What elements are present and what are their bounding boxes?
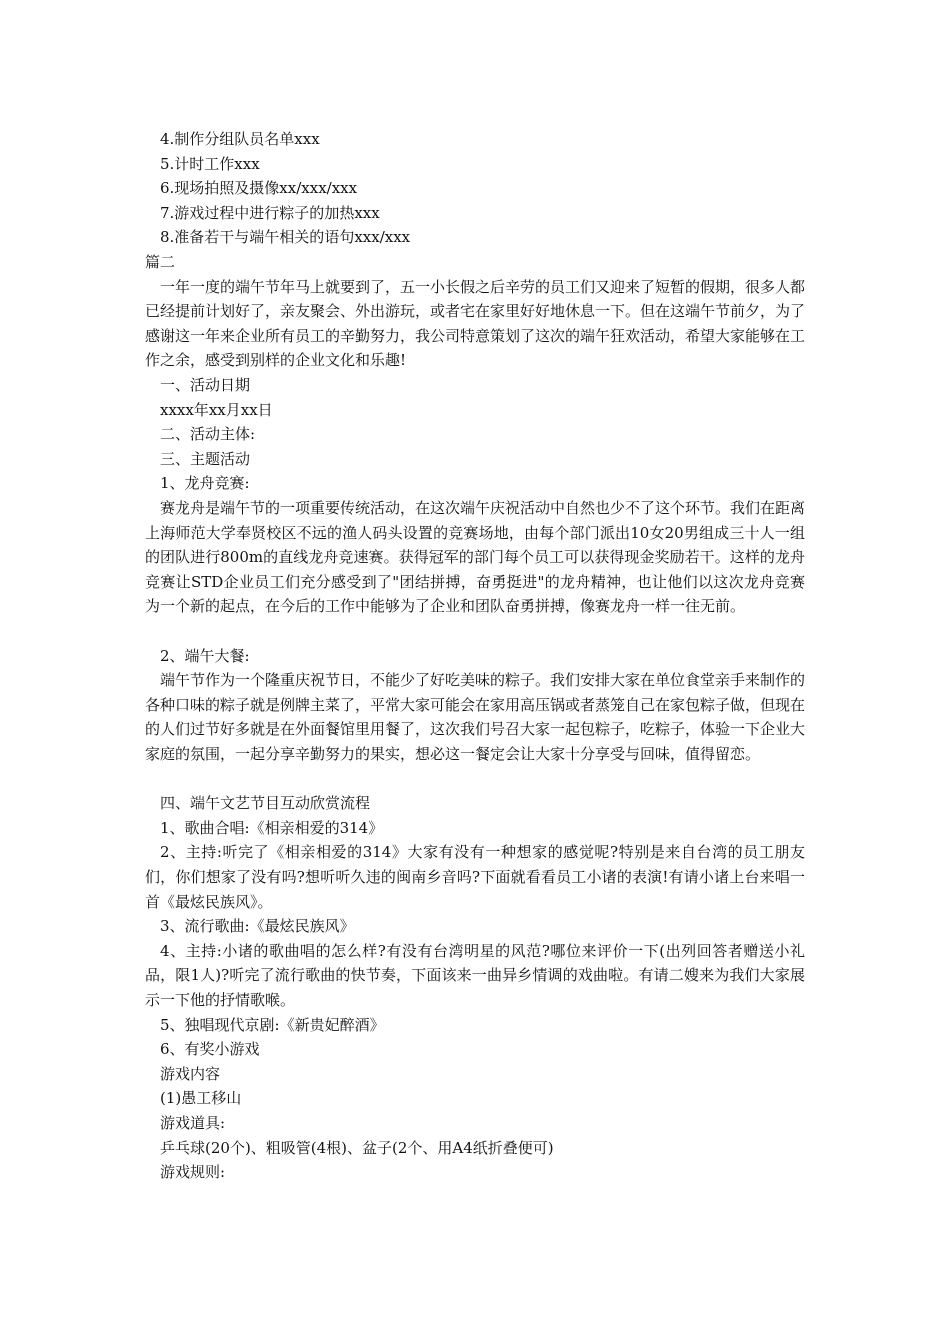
heading: 四、端午文艺节目互动欣赏流程: [160, 794, 371, 813]
section-title: 篇二: [145, 253, 176, 271]
list-item: 7.游戏过程中进行粽子的加热xxx: [160, 203, 380, 222]
program-item: 4、主持:小诸的歌曲唱的怎么样?有没有台湾明星的风范?哪位来评价一下(出列回答者赠送小礼品，限1人)?听完了流行歌曲的快节奏，下面该来一曲异乡情调的戏曲啦。有请二嫂来为我们大家展示一下他的抒情歌喉。: [145, 941, 805, 1009]
paragraph: 端午节作为一个隆重庆祝节日，不能少了好吃美味的粽子。我们安排大家在单位食堂亲手来制作的各种口味的粽子就是例牌主菜了，平常大家可能会在家用高压锅或者蒸笼自己在家包粽子做，但现在的人们过节好多就是在外面餐馆里用餐了，这次我们号召大家一起包粽子，吃粽子，体验一下企业大家庭的氛围，一起分享辛勤努力的果实，想必这一餐定会让大家十分享受与回味，值得留恋。: [145, 671, 806, 763]
program-item: 1、歌曲合唱:《相亲相爱的314》: [160, 818, 384, 837]
game-line: (1)愚工移山: [160, 1089, 242, 1108]
game-line: 乒乓球(20个)、粗吸管(4根)、盆子(2个、用A4纸折叠便可): [160, 1138, 554, 1157]
program-item: 3、流行歌曲:《最炫民族风》: [160, 917, 355, 936]
heading: 二、活动主体:: [160, 425, 256, 444]
list-item: 8.准备若干与端午相关的语句xxx/xxx: [160, 228, 411, 247]
list-item: 6.现场拍照及摄像xx/xxx/xxx: [160, 179, 358, 198]
program-item: 5、独唱现代京剧:《新贵妃醉酒》: [160, 1015, 385, 1034]
list-item: 4.制作分组队员名单xxx: [160, 130, 320, 148]
list-item: 5.计时工作xxx: [160, 154, 260, 173]
game-line: 游戏内容: [160, 1064, 221, 1083]
program-item: 6、有奖小游戏: [160, 1040, 260, 1059]
game-line: 游戏规则:: [160, 1163, 226, 1182]
paragraph: 赛龙舟是端午节的一项重要传统活动，在这次端午庆祝活动中自然也少不了这个环节。我们在距离上海师范大学奉贤校区不远的渔人码头设置的竞赛场地，由每个部门派出10女20男组成三十人一组的团队进行800m的直线龙舟竞速赛。获得冠军的部门每个员工可以获得现金奖励若干。这样的龙舟竞赛让STD企业员工们充分感受到了"团结拼搏，奋勇挺进"的龙舟精神，也让他们以这次龙舟竞赛为一个新的起点，在今后的工作中能够为了企业和团队奋勇拼搏，像赛龙舟一样一往无前。: [145, 499, 806, 616]
program-item: 2、主持:听完了《相亲相爱的314》大家有没有一种想家的感觉呢?特别是来自台湾的员工朋友们，你们想家了没有吗?想听听久违的闽南乡音吗?下面就看看员工小诸的表演!有请小诸上台来唱一首《最炫民族风》。: [145, 843, 805, 911]
date-text: xxxx年xx月xx日: [160, 400, 273, 419]
game-line: 游戏道具:: [160, 1114, 226, 1132]
heading: 三、主题活动: [160, 449, 251, 468]
heading: 一、活动日期: [160, 376, 251, 394]
subheading: 1、龙舟竞赛:: [160, 474, 250, 493]
subheading: 2、端午大餐:: [160, 646, 250, 665]
intro-paragraph: 一年一度的端午节年马上就要到了，五一小长假之后辛劳的员工们又迎来了短暂的假期，很多人都已经提前计划好了，亲友聚会、外出游玩，或者宅在家里好好地休息一下。但在这端午节前夕，为了感谢这一年来企业所有员工的辛勤努力，我公司特意策划了这次的端午狂欢活动，希望大家能够在工作之余，感受到别样的企业文化和乐趣!: [145, 277, 806, 370]
